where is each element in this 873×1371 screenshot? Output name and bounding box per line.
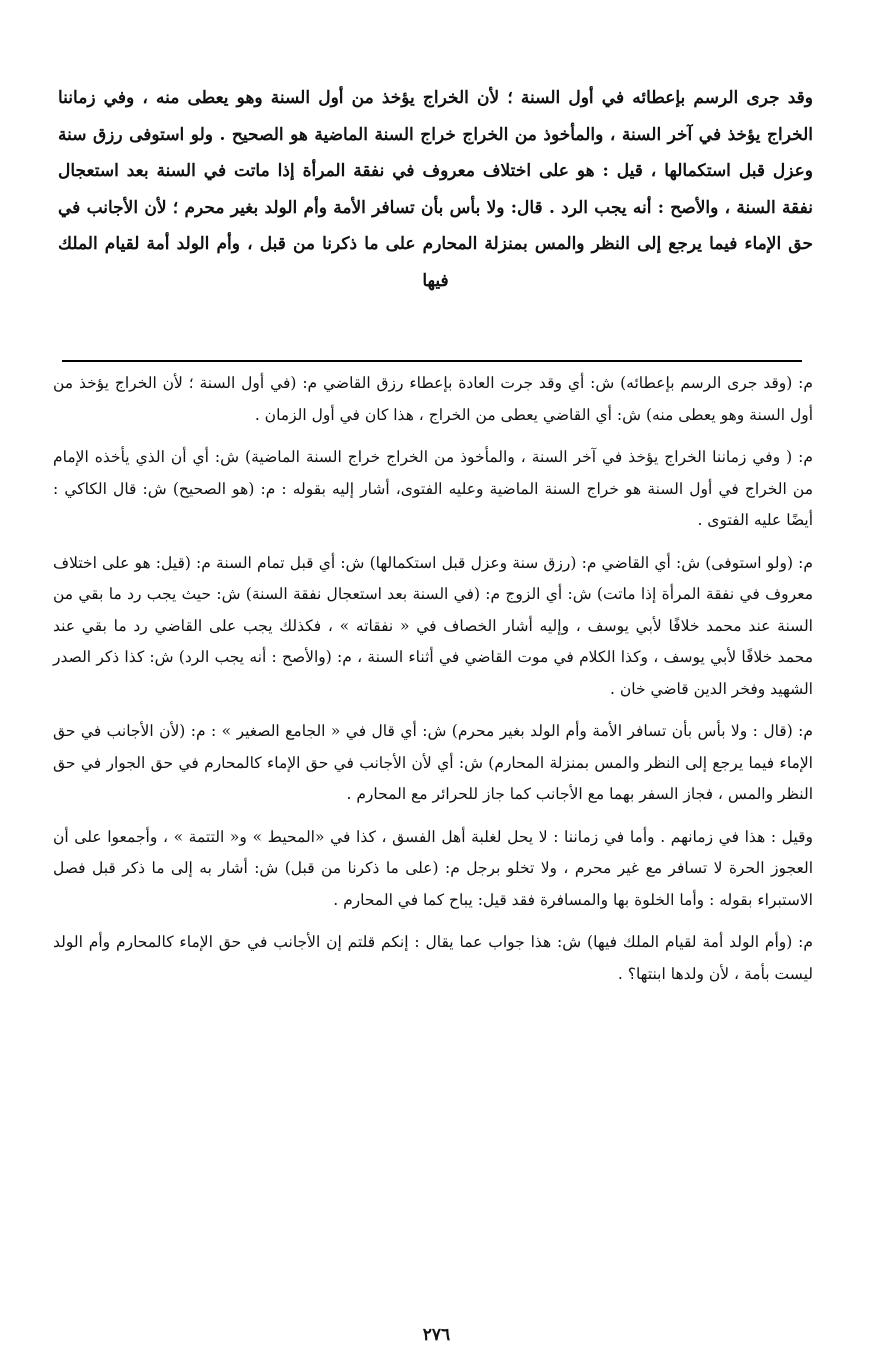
- commentary-paragraph: م: (ولو استوفى) ش: أي القاضي م: (رزق سنة وعزل قبل استكمالها) ش: أي قبل تمام السنة م: (قيل: هو على اختلاف معروف في نفقة المرأة إذا ماتت) ش: أي الزوج م: (في السنة بعد استعجال نفقة السنة) ش: حيث يجب رد ما بقي من السنة عند محمد خلافًا لأبي يوسف ، وإليه أشار الخصاف في « نفقاته » ، فكذلك يجب على القاضي رد ما بقي عند محمد خلافًا لأبي يوسف ، وكذا الكلام في موت القاضي في أثناء السنة ، م: (والأصح : أنه يجب الرد) ش: كذا ذكر الصدر الشهيد وفخر الدين قاضي خان .: [53, 553, 813, 698]
- commentary-block: [53, 368, 813, 1001]
- footnote-divider: [62, 360, 802, 362]
- commentary-paragraph: م: (قال : ولا بأس بأن تسافر الأمة وأم الولد بغير محرم) ش: أي قال في « الجامع الصغير » : م: (لأن الأجانب في حق الإماء فيما يرجع إلى النظر والمس بمنزلة المحارم) ش: أي لأن الأجانب في حق الإماء كالمحارم في حق الجوار في حق النظر والمس ، فجاز السفر بهما مع الأجانب كما جاز للحرائر مع المحارم .: [53, 722, 813, 803]
- commentary-paragraph: وقيل : هذا في زمانهم . وأما في زماننا : لا يحل لغلبة أهل الفسق ، كذا في «المحيط » و« التتمة » ، وأجمعوا على أن العجوز الحرة لا تسافر مع غير محرم ، ولا تخلو برجل م: (على ما ذكرنا من قبل) ش: أشار به إلى ما ذكر قبل فصل الاستبراء بقوله : وأما الخلوة بها والمسافرة فقد قيل: يباح كما في المحارم .: [53, 827, 813, 909]
- commentary-paragraph: م: (وقد جرى الرسم بإعطائه) ش: أي وقد جرت العادة بإعطاء رزق القاضي م: (في أول السنة ؛ لأن الخراج يؤخذ من أول السنة وهو يعطى منه) ش: أي القاضي يعطى من الخراج ، هذا كان في أول الزمان .: [53, 374, 813, 424]
- commentary-paragraph: م: ( وفي زماننا الخراج يؤخذ في آخر السنة ، والمأخوذ من الخراج خراج السنة الماضية) ش: أي أن الذي يأخذه الإمام من الخراج في أول السنة هو خراج السنة الماضية وعليه الفتوى، أشار إليه بقوله : م: (هو الصحيح) ش: قال الكاكي : أيضًا عليه الفتوى .: [53, 448, 813, 529]
- main-text-block: [58, 80, 813, 299]
- main-text-paragraph: وقد جرى الرسم بإعطائه في أول السنة ؛ لأن الخراج يؤخذ من أول السنة وهو يعطى منه ، وفي زماننا الخراج يؤخذ في آخر السنة ، والمأخوذ من الخراج خراج السنة الماضية هو الصحيح . ولو استوفى رزق سنة وعزل قبل استكمالها ، قيل : هو على اختلاف معروف في نفقة المرأة إذا ماتت في السنة بعد استعجال نفقة السنة ، والأصح : أنه يجب الرد . قال: ولا بأس بأن تسافر الأمة وأم الولد بغير محرم ؛ لأن الأجانب في حق الإماء فيما يرجع إلى النظر والمس بمنزلة المحارم على ما ذكرنا من قبل ، وأم الولد أمة لقيام الملك فيها: [58, 88, 813, 291]
- commentary-paragraph: م: (وأم الولد أمة لقيام الملك فيها) ش: هذا جواب عما يقال : إنكم قلتم إن الأجانب في حق الإماء كالمحارم وأم الولد ليست بأمة ، لأن ولدها ابنتها؟ .: [53, 933, 813, 983]
- page-number: ٢٧٦: [422, 1325, 451, 1345]
